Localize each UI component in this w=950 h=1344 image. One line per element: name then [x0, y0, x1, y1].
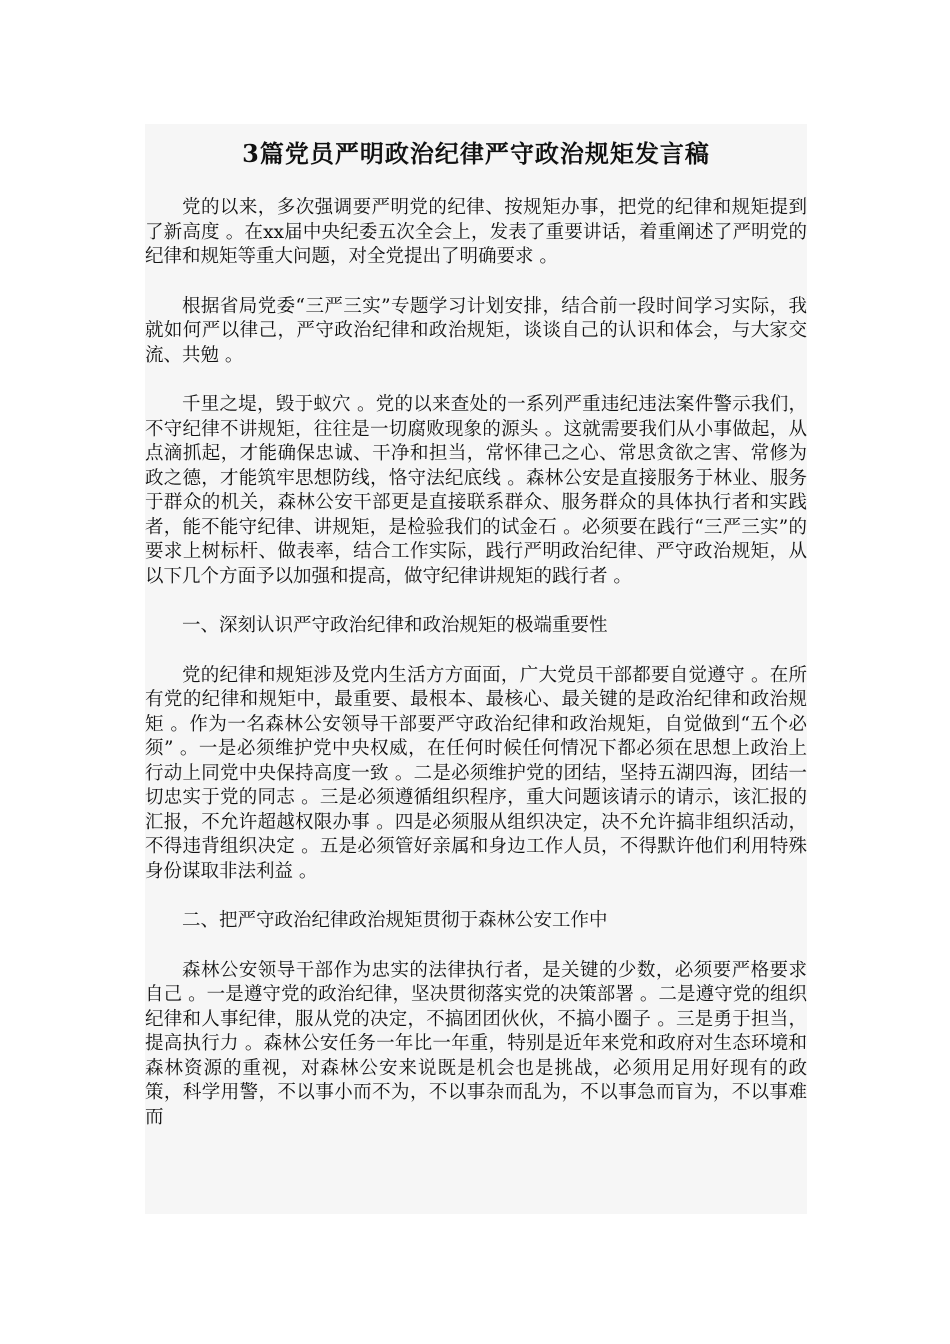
paragraph-intro: 党的以来，多次强调要严明党的纪律、按规矩办事，把党的纪律和规矩提到了新高度 。在xx届中央纪委五次全会上，发表了重要讲话，着重阐述了严明党的纪律和规矩等重大问题，对全党提出了明确要求 。 — [145, 197, 807, 267]
section-heading-1: 一、深刻认识严守政治纪律和政治规矩的极端重要性 — [182, 615, 608, 636]
document-title: 3篇党员严明政治纪律严守政治规矩发言稿 — [242, 139, 710, 168]
paragraph-five-musts: 党的纪律和规矩涉及党内生活方方面面，广大党员干部都要自觉遵守 。在所有党的纪律和规矩中，最重要、最根本、最核心、最关键的是政治纪律和政治规矩 。作为一名森林公安领导干部要严守政治纪律和政治规矩，自觉做到“五个必须” 。一是必须维护党中央权威，在任何时候任何情况下都必须在思想上政治上行动上同党中央保持高度一致 。二是必须维护党的团结，坚持五湖四海，团结一切忠实于党的同志 。三是必须遵循组织程序，重大问题该请示的请示，该汇报的汇报，不允许超越权限办事 。四是必须服从组织决定，决不允许搞非组织活动，不得违背组织决定 。五是必须管好亲属和身边工作人员，不得默许他们利用特殊身份谋取非法利益 。 — [145, 664, 807, 882]
section-heading-2: 二、把严守政治纪律政治规矩贯彻于森林公安工作中 — [182, 910, 608, 931]
paragraph-forest-police: 森林公安领导干部作为忠实的法律执行者，是关键的少数，必须要严格要求自己 。一是遵守党的政治纪律，坚决贯彻落实党的决策部署 。二是遵守党的组织纪律和人事纪律，服从党的决定，不搞团团伙伙，不搞小圈子 。三是勇于担当，提高执行力 。森林公安任务一年比一年重，特别是近年来党和政府对生态环境和森林资源的重视，对森林公安来说既是机会也是挑战，必须用足用好现有的政策，科学用警，不以事小而不为，不以事杂而乱为，不以事急而盲为，不以事难而 — [145, 959, 807, 1128]
paragraph-purpose: 根据省局党委“三严三实”专题学习计划安排，结合前一段时间学习实际，我就如何严以律己，严守政治纪律和政治规矩，谈谈自己的认识和体会，与大家交流、共勉 。 — [145, 295, 807, 366]
document-body — [145, 124, 807, 1155]
paragraph-warning: 千里之堤，毁于蚁穴 。党的以来查处的一系列严重违纪违法案件警示我们，不守纪律不讲规矩，往往是一切腐败现象的源头 。这就需要我们从小事做起，从点滴抓起，才能确保忠诚、干净和担当，常怀律己之心、常思贪欲之害、常修为政之德，才能筑牢思想防线，恪守法纪底线 。森林公安是直接服务于林业、服务于群众的机关，森林公安干部更是直接联系群众、服务群众的具体执行者和实践者，能不能守纪律、讲规矩，是检验我们的试金石 。必须要在践行“三严三实”的要求上树标杆、做表率，结合工作实际，践行严明政治纪律、严守政治规矩，从以下几个方面予以加强和提高，做守纪律讲规矩的践行者 。 — [145, 394, 807, 587]
